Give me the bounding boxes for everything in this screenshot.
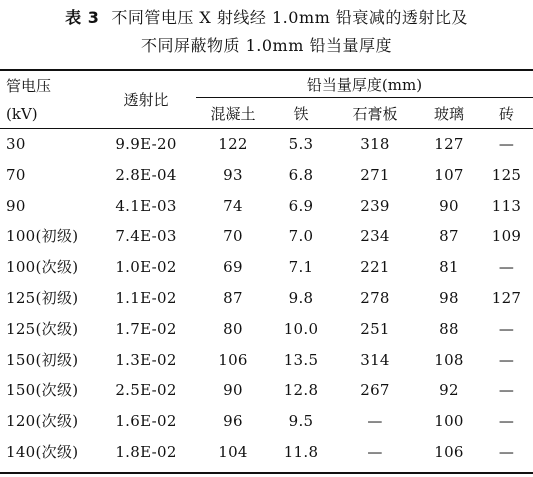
cell-voltage: 90 — [6, 197, 26, 215]
cell-lead-equivalent: 251 — [360, 320, 390, 338]
table-title: 不同管电压 X 射线经 1.0mm 铅衰减的透射比及 — [111, 8, 468, 27]
cell-lead-equivalent: 318 — [360, 135, 390, 153]
cell-lead-equivalent: 108 — [434, 351, 464, 369]
cell-lead-equivalent: 234 — [360, 227, 390, 245]
cell-lead-equivalent: 278 — [360, 289, 390, 307]
cell-lead-equivalent: 10.0 — [283, 320, 319, 338]
table-caption-line1 — [0, 8, 533, 28]
cell-lead-equivalent: 107 — [434, 166, 464, 184]
cell-lead-equivalent: 104 — [218, 443, 248, 461]
cell-transmission-ratio: 1.8E-02 — [115, 443, 177, 461]
cell-voltage: 100(初级) — [6, 227, 79, 245]
header-material: 砖 — [498, 105, 514, 123]
cell-transmission-ratio: 9.9E-20 — [115, 135, 177, 153]
cell-voltage: 150(次级) — [6, 381, 79, 399]
cell-lead-equivalent: 88 — [439, 320, 459, 338]
cell-transmission-ratio: 1.6E-02 — [115, 412, 177, 430]
cell-lead-equivalent: — — [367, 412, 383, 430]
cell-lead-equivalent: 81 — [439, 258, 459, 276]
cell-lead-equivalent: 6.9 — [288, 197, 314, 215]
cell-lead-equivalent: 221 — [360, 258, 390, 276]
cell-lead-equivalent: 100 — [434, 412, 464, 430]
cell-lead-equivalent: 13.5 — [283, 351, 319, 369]
cell-lead-equivalent: 127 — [491, 289, 522, 307]
header-rule — [0, 128, 533, 129]
cell-lead-equivalent: — — [367, 443, 383, 461]
cell-lead-equivalent: — — [498, 258, 515, 276]
cell-voltage: 150(初级) — [6, 351, 79, 369]
cell-transmission-ratio: 2.8E-04 — [115, 166, 177, 184]
cell-lead-equivalent: 90 — [223, 381, 243, 399]
cell-transmission-ratio: 1.0E-02 — [115, 258, 177, 276]
cell-lead-equivalent: 70 — [223, 227, 243, 245]
cell-lead-equivalent: 74 — [223, 197, 243, 215]
group-underline — [196, 97, 533, 98]
cell-lead-equivalent: 314 — [360, 351, 390, 369]
cell-lead-equivalent: 9.5 — [288, 412, 314, 430]
cell-transmission-ratio: 1.3E-02 — [115, 351, 177, 369]
top-rule — [0, 69, 533, 71]
header-material: 混凝土 — [210, 105, 256, 123]
cell-voltage: 140(次级) — [6, 443, 79, 461]
cell-lead-equivalent: 9.8 — [288, 289, 314, 307]
header-material: 石膏板 — [352, 105, 398, 123]
cell-lead-equivalent: 122 — [218, 135, 248, 153]
cell-lead-equivalent: 6.8 — [288, 166, 314, 184]
bottom-rule — [0, 472, 533, 474]
cell-lead-equivalent: 106 — [434, 443, 464, 461]
cell-lead-equivalent: — — [498, 412, 515, 430]
cell-voltage: 100(次级) — [6, 258, 79, 276]
cell-transmission-ratio: 2.5E-02 — [115, 381, 177, 399]
cell-voltage: 120(次级) — [6, 412, 79, 430]
cell-lead-equivalent: 113 — [491, 197, 522, 215]
cell-lead-equivalent: 7.1 — [288, 258, 314, 276]
cell-lead-equivalent: 11.8 — [283, 443, 319, 461]
cell-lead-equivalent: 69 — [223, 258, 243, 276]
table-caption-line2: 不同屏蔽物质 1.0mm 铅当量厚度 — [141, 36, 392, 55]
cell-lead-equivalent: 239 — [360, 197, 390, 215]
cell-lead-equivalent: 5.3 — [288, 135, 314, 153]
cell-lead-equivalent: 87 — [439, 227, 459, 245]
cell-transmission-ratio: 4.1E-03 — [115, 197, 177, 215]
cell-transmission-ratio: 7.4E-03 — [115, 227, 177, 245]
cell-lead-equivalent: 92 — [439, 381, 459, 399]
cell-lead-equivalent: — — [498, 443, 515, 461]
cell-lead-equivalent: 109 — [491, 227, 522, 245]
cell-voltage: 125(次级) — [6, 320, 79, 338]
cell-lead-equivalent: 90 — [439, 197, 459, 215]
cell-lead-equivalent: — — [498, 320, 515, 338]
cell-voltage: 125(初级) — [6, 289, 79, 307]
cell-lead-equivalent: 127 — [434, 135, 464, 153]
cell-lead-equivalent: 106 — [218, 351, 248, 369]
cell-lead-equivalent: 267 — [360, 381, 390, 399]
cell-lead-equivalent: 12.8 — [283, 381, 319, 399]
cell-lead-equivalent: 98 — [439, 289, 459, 307]
cell-lead-equivalent: 271 — [360, 166, 390, 184]
cell-voltage: 30 — [6, 135, 26, 153]
cell-lead-equivalent: 7.0 — [288, 227, 314, 245]
header-voltage-line2: (kV) — [6, 105, 38, 123]
header-transmission: 透射比 — [123, 91, 169, 109]
header-voltage-line1: 管电压 — [6, 77, 52, 95]
cell-transmission-ratio: 1.1E-02 — [115, 289, 177, 307]
cell-lead-equivalent: — — [498, 381, 515, 399]
cell-lead-equivalent: 96 — [223, 412, 243, 430]
cell-lead-equivalent: — — [498, 135, 515, 153]
cell-lead-equivalent: 125 — [491, 166, 522, 184]
header-material: 玻璃 — [433, 105, 464, 123]
cell-lead-equivalent: 93 — [223, 166, 243, 184]
cell-lead-equivalent: 80 — [223, 320, 243, 338]
table-number: 表 3 — [65, 8, 100, 27]
cell-transmission-ratio: 1.7E-02 — [115, 320, 177, 338]
header-lead-equivalent-group: 铅当量厚度(mm) — [306, 76, 423, 94]
cell-lead-equivalent: 87 — [223, 289, 243, 307]
header-material: 铁 — [293, 105, 309, 123]
cell-voltage: 70 — [6, 166, 26, 184]
cell-lead-equivalent: — — [498, 351, 515, 369]
